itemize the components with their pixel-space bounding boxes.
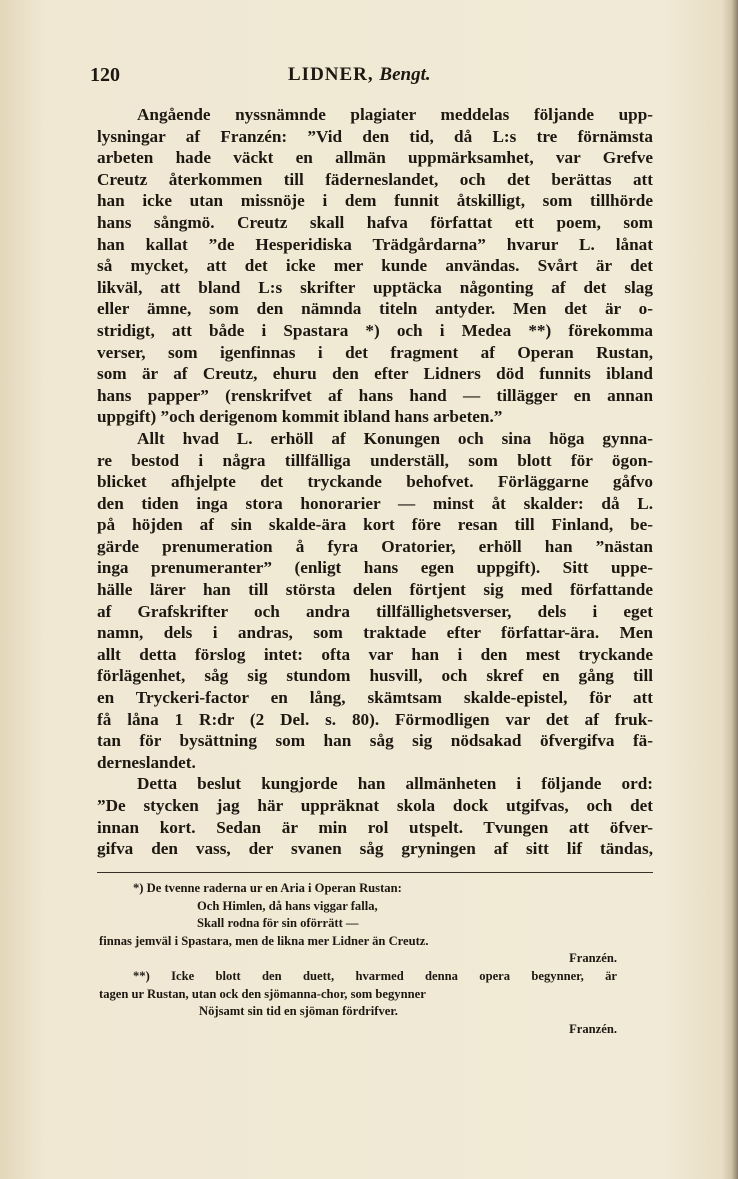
running-head-name: Bengt. xyxy=(379,64,431,85)
text-line: Angående nyssnämnde plagiater meddelas följande upp- xyxy=(137,105,653,124)
text-line: Creutz återkommen till fäderneslandet, och det berättas att xyxy=(97,169,653,189)
text-line: ”De stycken jag här uppräknat skola dock utgifvas, och det xyxy=(97,796,653,815)
text-line: namn, dels i andras, som traktade efter författar-ära. Men xyxy=(97,623,653,643)
text-line: en Tryckeri-factor en lång, skämtsam skalde-epistel, för att xyxy=(97,688,653,708)
text-line: hälle lärer han till största delen förtjent sig med författande xyxy=(97,580,653,600)
footnote-line: tagen ur Rustan, utan ock den sjömanna-chor, som begynner xyxy=(99,986,426,1001)
text-line: blicket afhjelpte det tryckande behofvet. Förläggarne gåfvo xyxy=(97,472,653,492)
text-line: Allt hvad L. erhöll af Konungen och sina höga gynna- xyxy=(137,428,653,448)
text-line: innan kort. Sedan är min rol utspelt. Tvungen att öfver- xyxy=(97,817,653,837)
text-line: gärde prenumeration å fyra Oratorier, erhöll han ”nästan xyxy=(97,536,653,556)
text-line: den tiden inga stora honorarier — minst åt skalder: då L. xyxy=(97,493,653,513)
footnote-signature: Franzén. xyxy=(569,1021,617,1036)
footnote-line: *) De tvenne raderna ur en Aria i Operan Rustan: xyxy=(133,881,402,895)
running-head xyxy=(288,64,431,86)
text-line: så mycket, att det icke mer kunde användas. Svårt är det xyxy=(97,256,653,276)
footnotes xyxy=(99,880,617,1038)
text-line: arbeten hade väckt en allmän uppmärksamhet, var Grefve xyxy=(97,148,653,168)
text-line: få låna 1 R:dr (2 Del. s. 80). Förmodligen var det af fruk- xyxy=(97,709,653,729)
text-line: gifva den vass, der svanen såg gryningen af sitt lif tändas, xyxy=(97,839,653,859)
text-line: hans papper” (renskrifvet af hans hand — tillägger en annan xyxy=(97,385,653,405)
text-line: hans sångmö. Creutz skall hafva författat ett poem, som xyxy=(97,212,653,232)
page-edge xyxy=(722,0,738,1179)
text-line: verser, som igenfinnas i det fragment af Operan Rustan, xyxy=(97,342,653,362)
footnote-signature: Franzén. xyxy=(569,951,617,966)
text-line: stridigt, att både i Spastara *) och i Medea **) förekomma xyxy=(97,320,653,340)
text-line: allt detta förslog intet: ofta var han i den mest tryckande xyxy=(97,644,653,664)
text-line: förlägenhet, såg sig stundom husvill, och skref en gång till xyxy=(97,666,653,686)
text-line: inga prenumeranter” (enligt hans egen uppgift). Sitt uppe- xyxy=(97,558,653,578)
footnote-line: **) Icke blott den duett, hvarmed denna opera begynner, är xyxy=(133,968,617,983)
footnote-verse-line: Nöjsamt sin tid en sjöman fördrifver. xyxy=(199,1004,398,1019)
footnote-rule xyxy=(97,872,653,873)
text-line: han kallat ”de Hesperidiska Trädgårdarna” hvarur L. lånat xyxy=(97,234,653,254)
text-line: på höjden af sin skalde-ära kort före resan till Finland, be- xyxy=(97,515,653,535)
footnote-line: finnas jemväl i Spastara, men de likna mer Lidner än Creutz. xyxy=(99,933,429,948)
text-line: som är af Creutz, ehuru den efter Lidners död funnits ibland xyxy=(97,364,653,384)
page-header xyxy=(88,64,678,90)
text-line: derneslandet. xyxy=(97,752,196,772)
text-line: Detta beslut kungjorde han allmänheten i följande ord: xyxy=(137,774,653,794)
running-head-surname: LIDNER, xyxy=(288,64,374,85)
footnote-verse-line: Skall rodna för sin oförrätt — xyxy=(197,916,359,931)
text-line: re bestod i några tillfälliga underställ, som blott för ögon- xyxy=(97,450,653,470)
footnote-verse-line: Och Himlen, då hans viggar falla, xyxy=(197,898,378,913)
page-number: 120 xyxy=(90,64,120,86)
text-line: uppgift) ”och derigenom kommit ibland hans arbeten.” xyxy=(97,407,503,427)
text-line: af Grafskrifter och andra tillfällighetsverser, dels i eget xyxy=(97,601,653,621)
text-line: likväl, att bland L:s skrifter upptäcka någonting af det slag xyxy=(97,277,653,297)
text-line: han icke utan missnöje i dem funnit åtskilligt, som tillhörde xyxy=(97,191,653,211)
text-line: lysningar af Franzén: ”Vid den tid, då L:s tre förnämsta xyxy=(97,126,653,146)
text-line: tan för bysättning som han såg sig nödsakad öfvergifva fä- xyxy=(97,731,653,751)
main-text xyxy=(97,104,653,860)
text-line: eller ämne, som den nämnda titeln antyder. Men det är o- xyxy=(97,299,653,319)
